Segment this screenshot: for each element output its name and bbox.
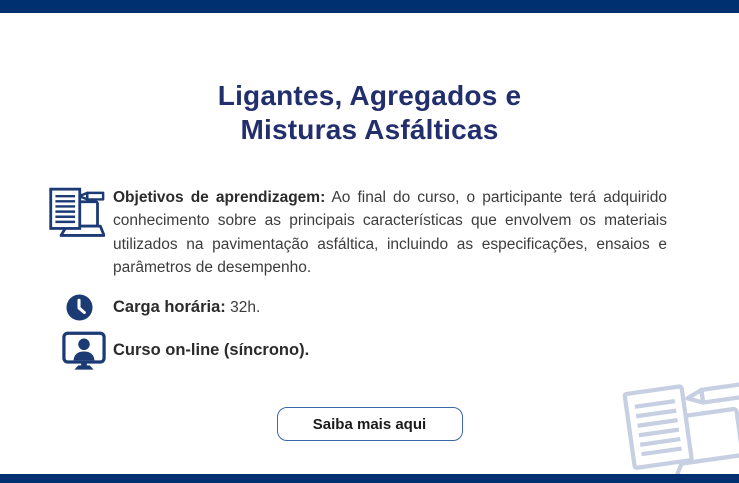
learn-more-button[interactable]: Saiba mais aqui — [277, 407, 463, 441]
document-pencil-laptop-watermark-icon — [615, 372, 739, 483]
online-course-icon — [62, 331, 106, 370]
top-accent-bar — [0, 0, 739, 13]
bottom-accent-bar — [0, 474, 739, 483]
document-pencil-laptop-icon — [47, 186, 105, 240]
objectives-paragraph — [113, 186, 667, 280]
workload-value: 32h. — [230, 299, 261, 316]
objectives-label: Objetivos de aprendizagem: — [113, 189, 326, 206]
clock-icon — [66, 294, 93, 321]
course-title-line2: Misturas Asfálticas — [240, 114, 499, 145]
format-row — [113, 341, 309, 360]
workload-row — [113, 298, 260, 317]
course-title-line1: Ligantes, Agregados e — [217, 80, 522, 111]
objectives-text: Ao final do curso, o participante terá adquirido conhecimento sobre as principais características que envolvem os materiais utilizados na pavimentação asfáltica, incluindo as especificações, ensaios e parâmetros de desempenho. — [113, 189, 667, 277]
format-label: Curso on-line (síncrono). — [113, 341, 310, 359]
workload-label: Carga horária: — [113, 298, 226, 316]
course-title — [0, 79, 739, 147]
